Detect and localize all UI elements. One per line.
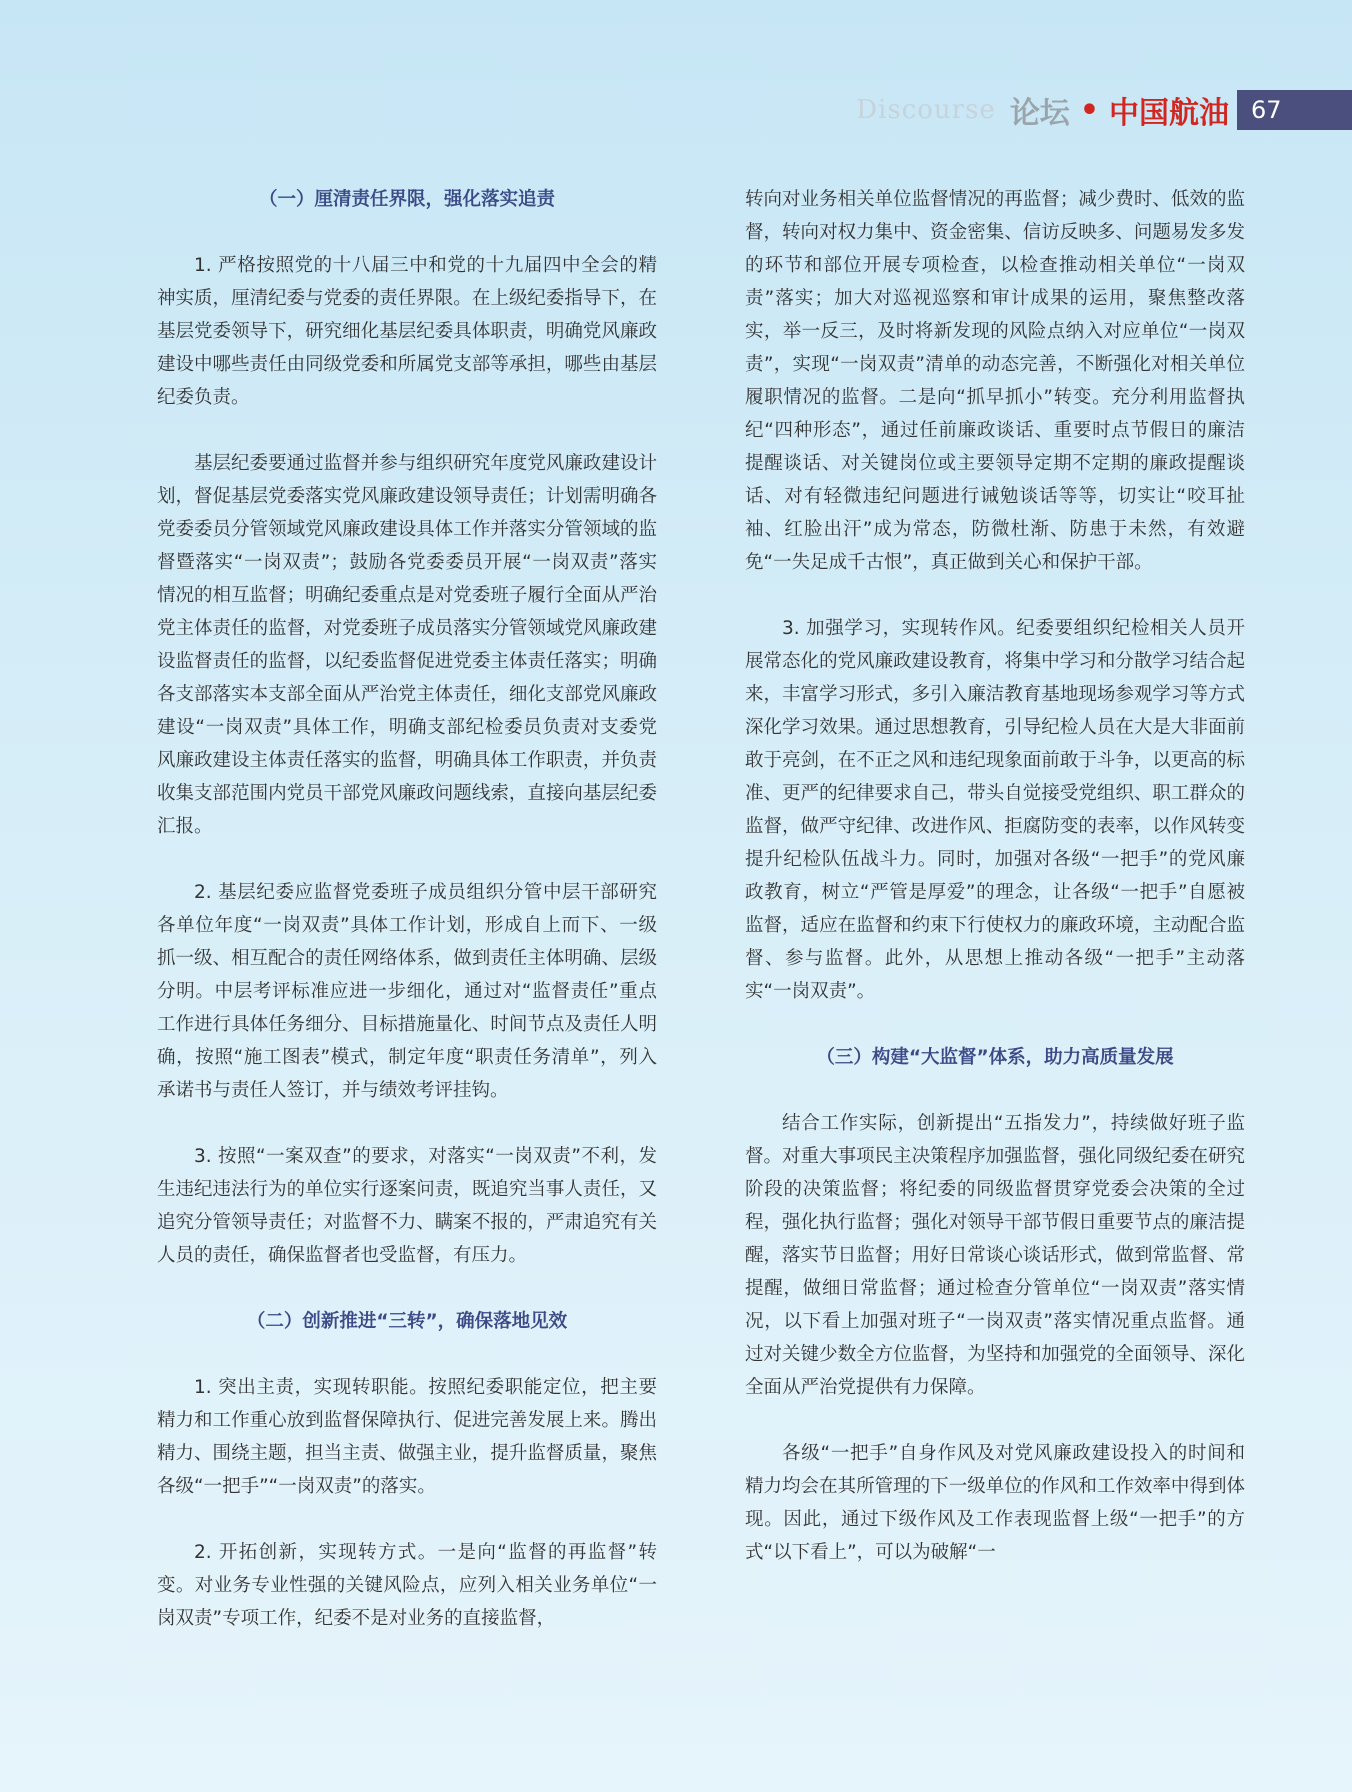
left-column	[157, 183, 657, 1635]
paragraph: 各级“一把手”自身作风及对党风廉政建设投入的时间和精力均会在其所管理的下一级单位的作风和工作效率中得到体现。因此，通过下级作风及工作表现监督上级“一把手”的方式“以下看上”，可以为破解“一	[745, 1443, 1245, 1563]
paragraph: 2. 开拓创新，实现转方式。一是向“监督的再监督”转变。对业务专业性强的关键风险点，应列入相关业务单位“一岗双责”专项工作，纪委不是对业务的直接监督，	[157, 1542, 657, 1629]
section-heading-1: （一）厘清责任界限，强化落实追责	[258, 189, 555, 210]
magazine-brand: 中国航油	[1109, 96, 1229, 131]
paragraph: 结合工作实际，创新提出“五指发力”，持续做好班子监督。对重大事项民主决策程序加强监督，强化同级纪委在研究阶段的决策监督；将纪委的同级监督贯穿党委会决策的全过程，强化执行监督；强化对领导干部节假日重要节点的廉洁提醒，落实节日监督；用好日常谈心谈话形式，做到常监督、常提醒，做细日常监督；通过检查分管单位“一岗双责”落实情况，以下看上加强对班子“一岗双责”落实情况重点监督。通过对关键少数全方位监督，为坚持和加强党的全面领导、深化全面从严治党提供有力保障。	[745, 1113, 1245, 1398]
section-name-en: Discourse	[856, 95, 996, 125]
paragraph: 基层纪委要通过监督并参与组织研究年度党风廉政建设计划，督促基层党委落实党风廉政建设领导责任；计划需明确各党委委员分管领域党风廉政建设具体工作并落实分管领域的监督暨落实“一岗双责”；鼓励各党委委员开展“一岗双责”落实情况的相互监督；明确纪委重点是对党委班子履行全面从严治党主体责任的监督，对党委班子成员落实分管领域党风廉政建设监督责任的监督，以纪委监督促进党委主体责任落实；明确各支部落实本支部全面从严治党主体责任，细化支部党风廉政建设“一岗双责”具体工作，明确支部纪检委员负责对支委党风廉政建设主体责任落实的监督，明确具体工作职责，并负责收集支部范围内党员干部党风廉政问题线索，直接向基层纪委汇报。	[157, 453, 657, 837]
right-column	[745, 183, 1245, 1569]
paragraph-continued: 转向对业务相关单位监督情况的再监督；减少费时、低效的监督，转向对权力集中、资金密集、信访反映多、问题易发多发的环节和部位开展专项检查，以检查推动相关单位“一岗双责”落实；加大对巡视巡察和审计成果的运用，聚焦整改落实，举一反三，及时将新发现的风险点纳入对应单位“一岗双责”，实现“一岗双责”清单的动态完善，不断强化对相关单位履职情况的监督。二是向“抓早抓小”转变。充分利用监督执纪“四种形态”，通过任前廉政谈话、重要时点节假日的廉洁提醒谈话、对关键岗位或主要领导定期不定期的廉政提醒谈话、对有轻微违纪问题进行诫勉谈话等等，切实让“咬耳扯袖、红脸出汗”成为常态，防微杜渐、防患于未然，有效避免“一失足成千古恨”，真正做到关心和保护干部。	[745, 189, 1245, 573]
separator-dot: •	[1079, 92, 1099, 128]
section-heading-2: （二）创新推进“三转”，确保落地见效	[246, 1311, 568, 1332]
page-number: 67	[1237, 90, 1352, 130]
running-header	[856, 90, 1352, 130]
section-name-cn: 论坛	[1009, 96, 1070, 131]
paragraph: 1. 严格按照党的十八届三中和党的十九届四中全会的精神实质，厘清纪委与党委的责任界限。在上级纪委指导下，在基层党委领导下，研究细化基层纪委具体职责，明确党风廉政建设中哪些责任由同级党委和所属党支部等承担，哪些由基层纪委负责。	[157, 255, 657, 408]
paragraph: 1. 突出主责，实现转职能。按照纪委职能定位，把主要精力和工作重心放到监督保障执行、促进完善发展上来。腾出精力、围绕主题，担当主责、做强主业，提升监督质量，聚焦各级“一把手”“一岗双责”的落实。	[157, 1377, 657, 1497]
paragraph: 2. 基层纪委应监督党委班子成员组织分管中层干部研究各单位年度“一岗双责”具体工作计划，形成自上而下、一级抓一级、相互配合的责任网络体系，做到责任主体明确、层级分明。中层考评标准应进一步细化，通过对“监督责任”重点工作进行具体任务细分、目标措施量化、时间节点及责任人明确，按照“施工图表”模式，制定年度“职责任务清单”，列入承诺书与责任人签订，并与绩效考评挂钩。	[157, 882, 657, 1101]
paragraph: 3. 加强学习，实现转作风。纪委要组织纪检相关人员开展常态化的党风廉政建设教育，将集中学习和分散学习结合起来，丰富学习形式，多引入廉洁教育基地现场参观学习等方式深化学习效果。通过思想教育，引导纪检人员在大是大非面前敢于亮剑，在不正之风和违纪现象面前敢于斗争，以更高的标准、更严的纪律要求自己，带头自觉接受党组织、职工群众的监督，做严守纪律、改进作风、拒腐防变的表率，以作风转变提升纪检队伍战斗力。同时，加强对各级“一把手”的党风廉政教育，树立“严管是厚爱”的理念，让各级“一把手”自愿被监督，适应在监督和约束下行使权力的廉政环境，主动配合监督、参与监督。此外，从思想上推动各级“一把手”主动落实“一岗双责”。	[745, 618, 1245, 1002]
paragraph: 3. 按照“一案双查”的要求，对落实“一岗双责”不利，发生违纪违法行为的单位实行逐案问责，既追究当事人责任，又追究分管领导责任；对监督不力、瞒案不报的，严肃追究有关人员的责任，确保监督者也受监督，有压力。	[157, 1146, 657, 1266]
section-heading-3: （三）构建“大监督”体系，助力高质量发展	[816, 1047, 1174, 1068]
